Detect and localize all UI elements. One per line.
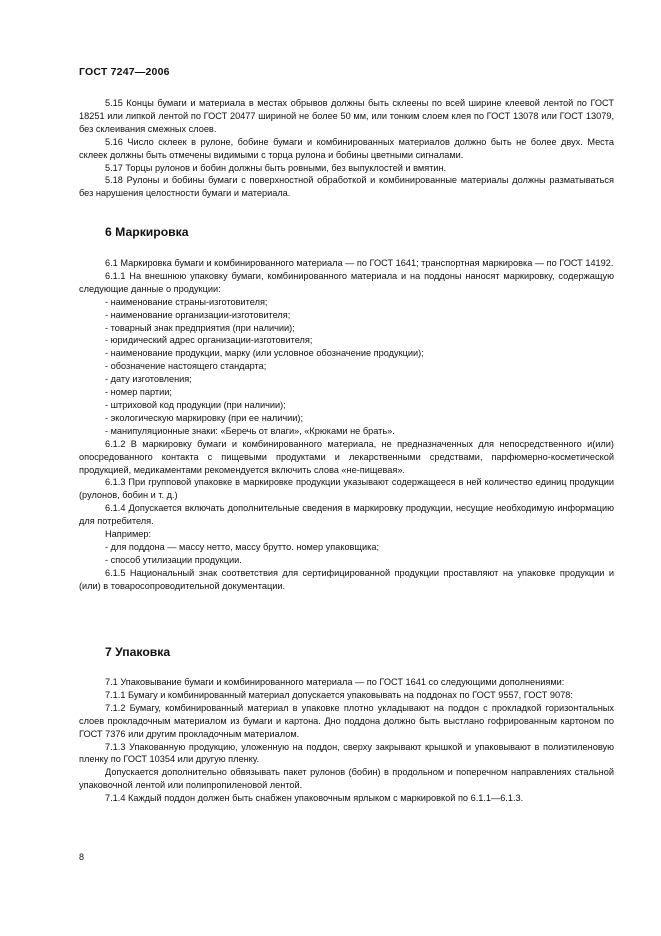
clause-7-1-3-note: Допускается дополнительно обвязывать пакет рулонов (бобин) в продольном и поперечном направлениях стальной упаковочной лентой или полипропиленовой лентой. (79, 767, 614, 791)
clause-6-1-5: 6.1.5 Национальный знак соответствия для сертифицированной продукции проставляют на упаковке продукции и (или) в товаросопроводительной документации. (79, 567, 614, 591)
clause-7-1-1: 7.1.1 Бумагу и комбинированный материал допускается упаковывать на поддонах по ГОСТ 9557, ГОСТ 9078: (105, 689, 573, 700)
list-item: - наименование организации-изготовителя; (105, 309, 291, 320)
section-6-heading: 6 Маркировка (105, 225, 189, 239)
section-7-heading: 7 Упаковка (105, 645, 171, 659)
list-item: - манипуляционные знаки: «Беречь от влаги», «Крюками не брать». (105, 425, 395, 436)
clause-5-18: 5.18 Рулоны и бобины бумаги с поверхностной обработкой и комбинированные материалы должны разматываться без нарушения целостности бумаги и материала. (79, 175, 614, 199)
clause-6-1: 6.1 Маркировка бумаги и комбинированного материала — по ГОСТ 1641; транспортная маркировка — по ГОСТ 14192. (105, 258, 614, 268)
list-item: - экологическую маркировку (при ее наличии); (105, 412, 304, 423)
clause-5-16: 5.16 Число склеек в рулоне, бобине бумаги и комбинированных материалов должно быть не более двух. Места склеек должны быть отмечены видимыми с торца рулона и бобины цветными сигналами. (79, 136, 614, 160)
clause-6-1-1: 6.1.1 На внешнюю упаковку бумаги, комбинированного материала и на поддоны наносят маркировку, содержащую следующие данные о продукции: (79, 270, 614, 294)
page-number: 8 (79, 852, 85, 862)
list-item: - юридический адрес организации-изготовителя; (105, 335, 313, 346)
list-item: - для поддона — массу нетто, массу брутто. номер упаковщика; (105, 541, 380, 552)
clause-6-1-4: 6.1.4 Допускается включать дополнительные сведения в маркировку продукции, несущие необходимую информацию для потребителя. (79, 503, 614, 527)
example-label: Например: (105, 529, 152, 540)
section-6-block (79, 257, 614, 593)
list-item: - номер партии; (105, 387, 172, 398)
clause-6-1-3: 6.1.3 При групповой упаковке в маркировке продукции указывают содержащееся в ней количество единиц продукции (рулонов, бобин и т. д.) (79, 477, 614, 501)
list-item: - штриховой код продукции (при наличии); (105, 399, 286, 410)
clause-7-1-3: 7.1.3 Упакованную продукцию, уложенную на поддон, сверху закрывают крышкой и упаковывают в полиэтиленовую пленку по ГОСТ 10354 или другую пленку. (79, 741, 614, 765)
list-item: - наименование продукции, марку (или условное обозначение продукции); (105, 348, 424, 359)
list-item: - наименование страны-изготовителя; (105, 296, 268, 307)
list-item: - обозначение настоящего стандарта; (105, 361, 267, 372)
clause-7-1-2: 7.1.2 Бумагу, комбинированный материал в упаковке плотно укладывают на поддон с прокладкой горизонтальных слоев прокладочным материалом из бумаги и картона. Дно поддона должно быть выстлано гофрированным картоном по ГОСТ 7376 или другим прокладочным материалом. (79, 702, 614, 739)
clause-5-17: 5.17 Торцы рулонов и бобин должны быть ровными, без выпуклостей и вмятин. (105, 162, 447, 173)
clause-6-1-2: 6.1.2 В маркировку бумаги и комбинированного материала, не предназначенных для непосредственного и(или) опосредованного контакта с пищевыми продуктами и лекарственными средствами, парфюмерно-косметической продукцией, медикаментами рекомендуется включить слова «не-пищевая». (79, 438, 614, 475)
list-item: - товарный знак предприятия (при наличии); (105, 322, 295, 333)
list-item: - способ утилизации продукции. (105, 554, 242, 565)
document-header: ГОСТ 7247—2006 (79, 66, 170, 78)
clause-7-1: 7.1 Упаковывание бумаги и комбинированного материала — по ГОСТ 1641 со следующими дополнениями: (105, 677, 565, 687)
clause-5-15: 5.15 Концы бумаги и материала в местах обрывов должны быть склеены по всей ширине клеевой лентой по ГОСТ 18251 или липкой лентой по ГОСТ 20477 шириной не более 50 мм, или тонким слоем клея по ГОСТ 13078 или ГОСТ 13079, без склеивания смежных слоев. (79, 98, 614, 134)
clause-7-1-4: 7.1.4 Каждый поддон должен быть снабжен упаковочным ярлыком с маркировкой по 6.1.1—6.1.3. (105, 793, 524, 804)
section-7-block (79, 676, 614, 805)
list-item: - дату изготовления; (105, 374, 192, 385)
section-5-block (79, 97, 614, 200)
